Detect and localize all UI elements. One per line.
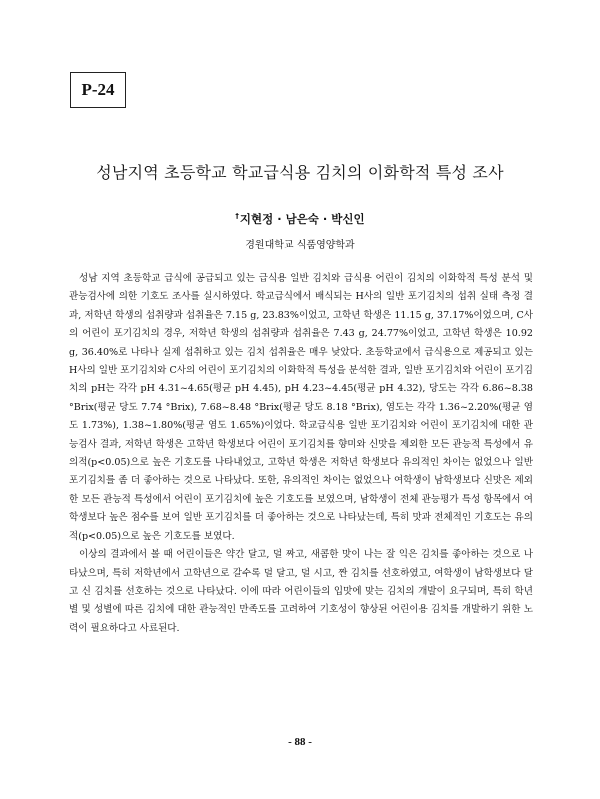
abstract-paragraph: 성남 지역 초등학교 급식에 공급되고 있는 급식용 일반 김치와 급식용 어린이 김치의 이화학적 특성 분석 및 관능검사에 의한 기호도 조사를 실시하였다. 학교급식에서 배식되는 H사의 일반 포기김치의 섭취 실태 측정 결과, 저학년 학생의 섭취량과 섭취율은 7.15 g, 23.83%이었고, 고학년 학생은 11.15 g, 37.17%이었으며, C사의 어린이 포기김치의 경우, 저학년 학생의 섭취량과 섭취율은 7.43 g, 24.77%이었고, 고학년 학생은 10.92 g, 36.40%로 나타나 실제 섭취하고 있는 김치 섭취율은 매우 낮았다. 초등학교에서 급식용으로 제공되고 있는 H사의 일반 포기김치와 C사의 어린이 포기김치의 이화학적 특성을 분석한 결과, 일반 포기김치와 어린이 포기김치의 pH는 각각 pH 4.31~4.65(평균 pH 4.45), pH 4.23~4.45(평균 pH 4.32), 당도는 각각 6.86~8.38 °Brix(평균 당도 7.74 °Brix), 7.68~8.48 °Brix(평균 당도 8.18 °Brix), 염도는 각각 1.36~2.20%(평균 염도 1.73%), 1.38~1.80%(평균 염도 1.65%)이었다. 학교급식용 일반 포기김치와 어린이 포기김치에 대한 관능검사 결과, 저학년 학생은 고학년 학생보다 어린이 포기김치를 향미와 신맛을 제외한 모든 관능적 특성에서 유의적(p<0.05)으로 높은 기호도를 나타내었고, 고학년 학생은 저학년 학생보다 유의적인 차이는 없었으나 일반 포기김치를 좀 더 좋아하는 것으로 나타났다. 또한, 유의적인 차이는 없었으나 여학생이 남학생보다 신맛은 제외한 모든 관능적 특성에서 어린이 포기김치에 높은 기호도를 보였으며, 남학생이 전체 관능평가 특성 항목에서 여학생보다 높은 점수를 보여 일반 포기김치를 더 좋아하는 것으로 나타났는데, 특히 맛과 전체적인 기호도는 유의적(p<0.05)으로 높은 기호도를 보였다. [69,273,533,542]
abstract-body [69,270,533,638]
abstract-paragraph: 이상의 결과에서 볼 때 어린이들은 약간 달고, 덜 짜고, 새콤한 맛이 나는 잘 익은 김치를 좋아하는 것으로 나타났으며, 특히 저학년에서 고학년으로 갈수록 덜 달고, 덜 시고, 짠 김치를 선호하였고, 여학생이 남학생보다 달고 신 김치를 선호하는 것으로 나타났다. 이에 따라 어린이들의 입맛에 맞는 김치의 개발이 요구되며, 특히 학년별 및 성별에 따른 김치에 대한 관능적인 만족도를 고려하여 기호성이 향상된 어린이용 김치를 개발하기 위한 노력이 필요하다고 사료된다. [69,549,533,634]
corresponding-author-mark: † [235,212,239,220]
affiliation: 경원대학교 식품영양학과 [245,240,355,251]
abstract-code-box: P-24 [70,72,126,108]
author-names: 지현정 · 남은숙 · 박신인 [239,212,365,226]
paper-title: 성남지역 초등학교 학교급식용 김치의 이화학적 특성 조사 [96,163,504,182]
page-number: - 88 - [288,736,312,748]
author-list [40,211,560,227]
